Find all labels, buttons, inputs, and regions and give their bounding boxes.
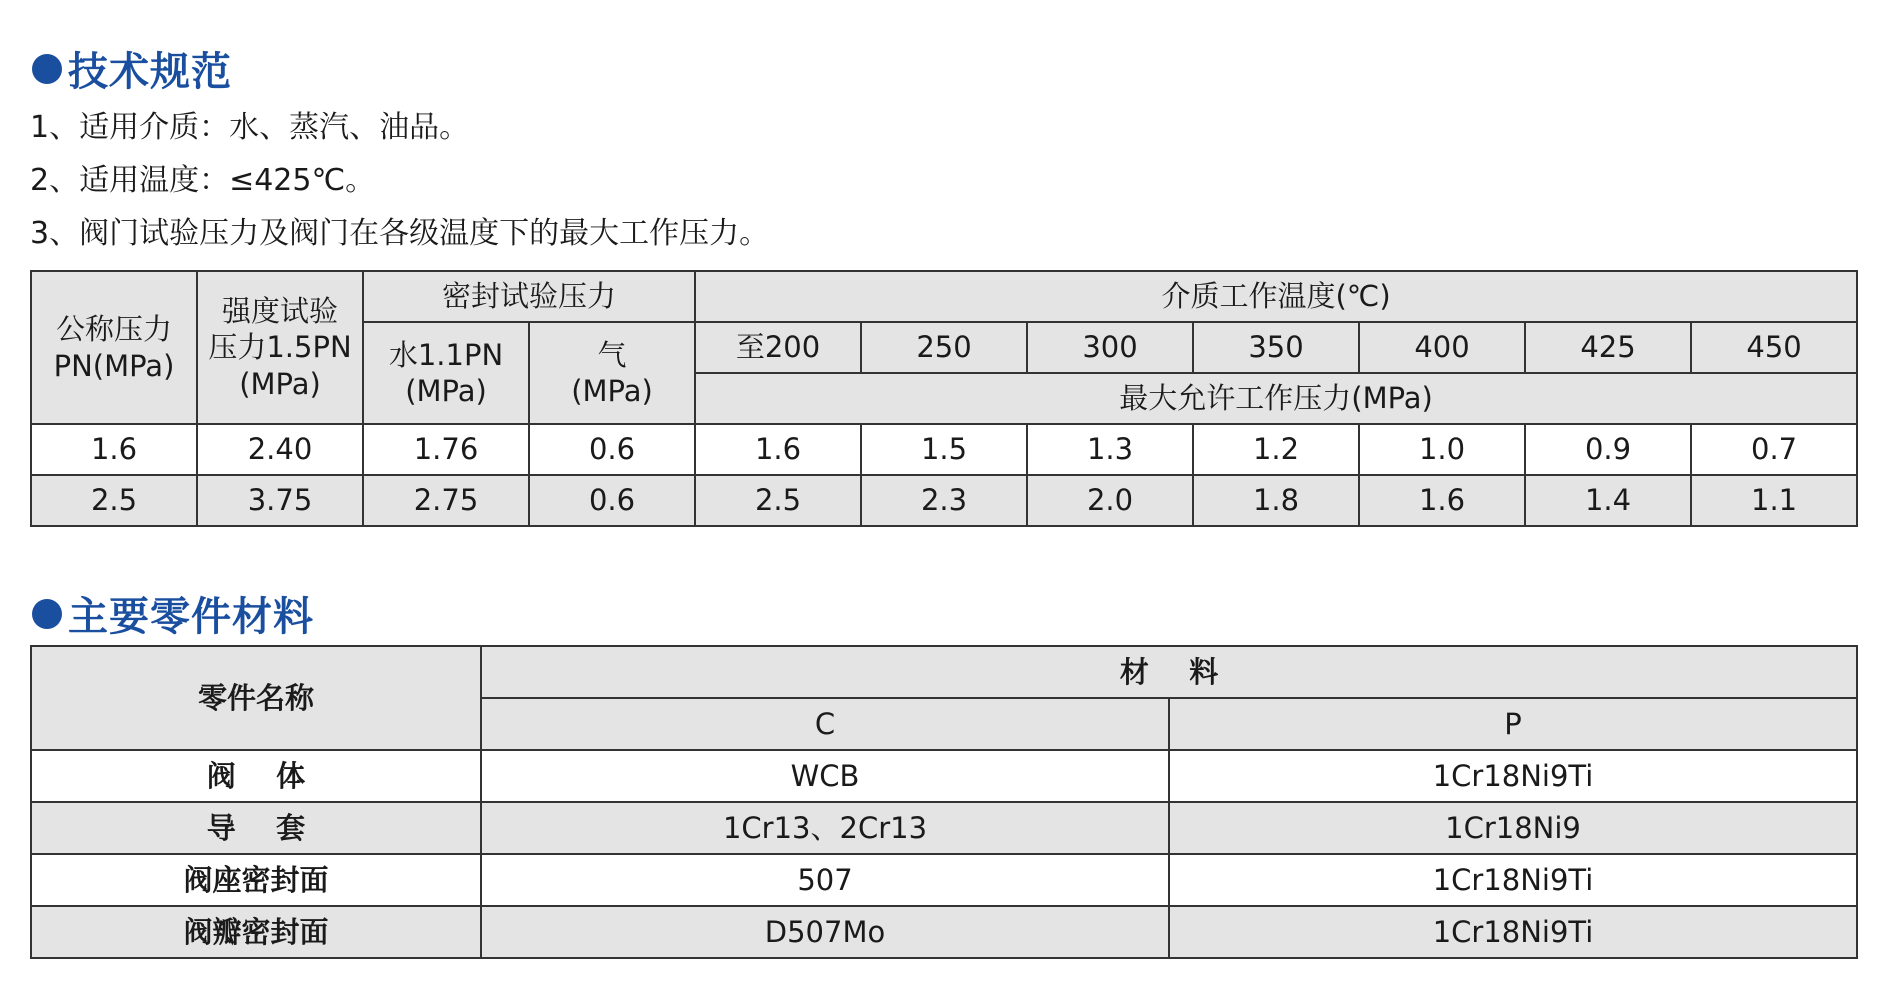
spec-line-medium: 1、适用介质：水、蒸汽、油品。 bbox=[30, 110, 470, 145]
header-temp: 425 bbox=[1525, 322, 1691, 373]
section-title-tech-spec bbox=[32, 40, 232, 97]
table-cell: 1.5 bbox=[861, 424, 1027, 475]
bullet-icon bbox=[32, 54, 62, 84]
header-water bbox=[363, 322, 529, 424]
header-part-name: 零件名称 bbox=[31, 646, 481, 750]
table-cell: 0.6 bbox=[529, 424, 695, 475]
table-cell: 2.5 bbox=[695, 475, 861, 526]
header-line: (MPa) bbox=[405, 374, 487, 408]
part-name-cell: 导 套 bbox=[31, 802, 481, 854]
table-cell: 2.0 bbox=[1027, 475, 1193, 526]
table-cell: 1.2 bbox=[1193, 424, 1359, 475]
pressure-table bbox=[30, 270, 1858, 527]
header-temp: 350 bbox=[1193, 322, 1359, 373]
table-cell: 3.75 bbox=[197, 475, 363, 526]
part-name-cell: 阀 体 bbox=[31, 750, 481, 802]
bullet-icon bbox=[32, 599, 62, 629]
table-cell: 0.7 bbox=[1691, 424, 1857, 475]
table-cell: 507 bbox=[481, 854, 1169, 906]
part-name-cell: 阀瓣密封面 bbox=[31, 906, 481, 958]
table-cell: D507Mo bbox=[481, 906, 1169, 958]
table-cell: 1.6 bbox=[1359, 475, 1525, 526]
table-cell: 2.3 bbox=[861, 475, 1027, 526]
header-line: 强度试验 bbox=[221, 294, 338, 329]
header-line: 水1.1PN bbox=[388, 337, 504, 372]
table-cell: 1Cr18Ni9 bbox=[1169, 802, 1857, 854]
table-cell: 1Cr18Ni9Ti bbox=[1169, 750, 1857, 802]
table-cell: 0.6 bbox=[529, 475, 695, 526]
table-cell: 0.9 bbox=[1525, 424, 1691, 475]
table-row bbox=[31, 750, 1857, 802]
table-cell: 1.0 bbox=[1359, 424, 1525, 475]
table-cell: 1.6 bbox=[695, 424, 861, 475]
table-cell: 1.76 bbox=[363, 424, 529, 475]
table-row bbox=[31, 475, 1857, 526]
header-material-c: C bbox=[481, 698, 1169, 750]
table-row bbox=[31, 854, 1857, 906]
header-temp: 450 bbox=[1691, 322, 1857, 373]
table-row bbox=[31, 802, 1857, 854]
header-medium-temp: 介质工作温度(℃) bbox=[695, 271, 1857, 322]
spec-line-temperature: 2、适用温度：≤425℃。 bbox=[30, 163, 376, 198]
header-nominal-pressure bbox=[31, 271, 197, 424]
spec-line-pressure: 3、阀门试验压力及阀门在各级温度下的最大工作压力。 bbox=[30, 216, 770, 251]
table-cell: 1.8 bbox=[1193, 475, 1359, 526]
table-cell: 1Cr13、2Cr13 bbox=[481, 802, 1169, 854]
table-cell: 1Cr18Ni9Ti bbox=[1169, 906, 1857, 958]
section-title-text: 技术规范 bbox=[68, 49, 232, 95]
section-title-text: 主要零件材料 bbox=[68, 594, 314, 640]
header-temp: 400 bbox=[1359, 322, 1525, 373]
part-name-cell: 阀座密封面 bbox=[31, 854, 481, 906]
header-line: PN(MPa) bbox=[53, 348, 175, 383]
table-cell: 1.1 bbox=[1691, 475, 1857, 526]
table-cell: 2.5 bbox=[31, 475, 197, 526]
section-title-materials bbox=[32, 585, 314, 642]
header-line: (MPa) bbox=[239, 366, 321, 401]
materials-table bbox=[30, 645, 1858, 959]
table-row bbox=[31, 424, 1857, 475]
header-line: 气 bbox=[597, 337, 627, 372]
header-material: 材 料 bbox=[481, 646, 1857, 698]
header-line: 压力1.5PN bbox=[208, 330, 352, 365]
header-strength-test bbox=[197, 271, 363, 424]
table-cell: 1Cr18Ni9Ti bbox=[1169, 854, 1857, 906]
header-line: 公称压力 bbox=[55, 312, 172, 347]
table-row bbox=[31, 906, 1857, 958]
header-temp: 至200 bbox=[695, 322, 861, 373]
table-cell: 1.4 bbox=[1525, 475, 1691, 526]
table-cell: 1.3 bbox=[1027, 424, 1193, 475]
header-line: (MPa) bbox=[571, 374, 653, 408]
table-cell: WCB bbox=[481, 750, 1169, 802]
header-seal-test: 密封试验压力 bbox=[363, 271, 695, 322]
header-material-p: P bbox=[1169, 698, 1857, 750]
header-gas bbox=[529, 322, 695, 424]
table-cell: 2.40 bbox=[197, 424, 363, 475]
header-max-pressure: 最大允许工作压力(MPa) bbox=[695, 373, 1857, 424]
table-cell: 2.75 bbox=[363, 475, 529, 526]
table-cell: 1.6 bbox=[31, 424, 197, 475]
header-temp: 250 bbox=[861, 322, 1027, 373]
header-temp: 300 bbox=[1027, 322, 1193, 373]
